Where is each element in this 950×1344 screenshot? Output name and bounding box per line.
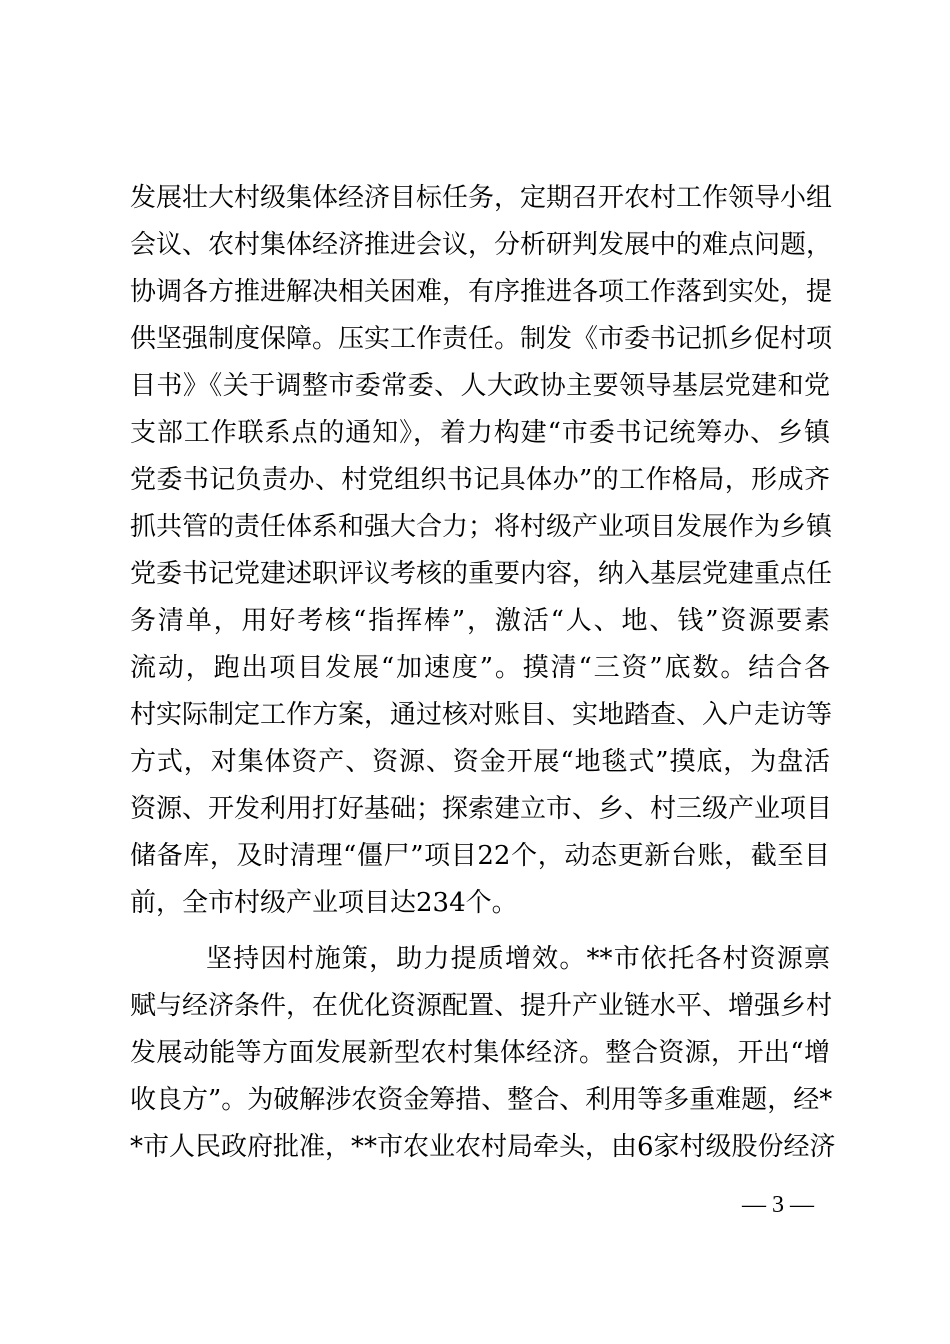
- text-line: 前，全市村级产业项目达234个。: [130, 888, 518, 918]
- text-line: 收良方”。为破解涉农资金筹措、整合、利用等多重难题，经*: [130, 1085, 833, 1115]
- text-line: 流动，跑出项目发展“加速度”。摸清“三资”底数。结合各: [130, 653, 830, 683]
- page-number: — 3 —: [742, 1192, 814, 1218]
- text-line: 务清单，用好考核“指挥棒”，激活“人、地、钱”资源要素: [130, 606, 830, 636]
- text-line: 会议、农村集体经济推进会议，分析研判发展中的难点问题，: [130, 230, 833, 260]
- text-line: *市人民政府批准，**市农业农村局牵头，由6家村级股份经济: [130, 1132, 836, 1162]
- text-line: 供坚强制度保障。压实工作责任。制发《市委书记抓乡促村项: [130, 324, 833, 354]
- paragraph-1: [130, 175, 833, 927]
- text-line: 支部工作联系点的通知》，着力构建“市委书记统筹办、乡镇: [130, 418, 830, 448]
- text-line: 方式，对集体资产、资源、资金开展“地毯式”摸底，为盘活: [130, 747, 830, 777]
- text-line: 资源、开发利用打好基础；探索建立市、乡、村三级产业项目: [130, 794, 833, 824]
- text-line: 党委书记党建述职评议考核的重要内容，纳入基层党建重点任: [130, 559, 833, 589]
- text-line: 协调各方推进解决相关困难，有序推进各项工作落到实处，提: [130, 277, 833, 307]
- body-text: [130, 175, 836, 1171]
- text-line: 坚持因村施策，助力提质增效。**市依托各村资源禀: [206, 944, 830, 974]
- text-line: 目书》《关于调整市委常委、人大政协主要领导基层党建和党: [130, 371, 830, 401]
- text-line: 抓共管的责任体系和强大合力；将村级产业项目发展作为乡镇: [130, 512, 833, 542]
- text-line: 村实际制定工作方案，通过核对账目、实地踏查、入户走访等: [130, 700, 833, 730]
- paragraph-gap: [130, 927, 830, 936]
- text-line: 储备库，及时清理“僵尸”项目22个，动态更新台账，截至目: [130, 841, 830, 871]
- text-line: 发展壮大村级集体经济目标任务，定期召开农村工作领导小组: [130, 183, 833, 213]
- text-line: 党委书记负责办、村党组织书记具体办”的工作格局，形成齐: [130, 465, 830, 495]
- paragraph-2: [130, 936, 836, 1171]
- text-line: 发展动能等方面发展新型农村集体经济。整合资源，开出“增: [130, 1038, 830, 1068]
- text-line: 赋与经济条件，在优化资源配置、提升产业链水平、增强乡村: [130, 991, 833, 1021]
